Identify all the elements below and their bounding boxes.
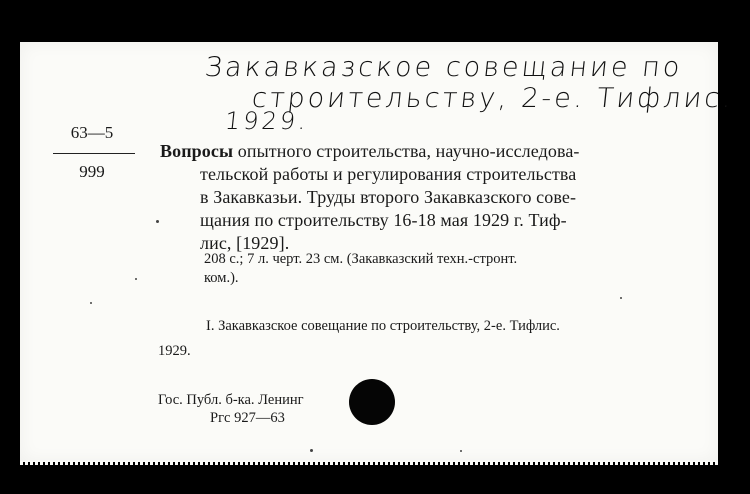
entry-line-1-rest: опытного строительства, научно-исследова- (233, 141, 580, 161)
library-name: Гос. Публ. б-ка. Ленинг (158, 392, 304, 408)
ink-stamp-blot (349, 379, 395, 425)
entry-first-line (160, 140, 580, 163)
call-number-divider (53, 153, 135, 154)
catalog-card (20, 42, 736, 462)
tracing-line-1: I. Закавказское совещание по строительству, 2-е. Тифлис. (206, 318, 560, 334)
entry-line-4: щания по строительству 16-18 мая 1929 г. Тиф- (200, 210, 567, 230)
tracing-line-2: 1929. (158, 343, 191, 359)
physical-description-line-1: 208 с.; 7 л. черт. 23 см. (Закавказский техн.-стронт. (204, 251, 518, 267)
speck (156, 220, 159, 223)
entry-line-2: тельской работы и регулирования строительства (200, 164, 577, 184)
entry-title-word: Вопросы (160, 141, 234, 161)
entry-line-5: лис, [1929]. (200, 233, 290, 253)
handwritten-heading-line-2: строительству, 2-е. Тифлис. (250, 83, 736, 114)
library-code: Ргс 927—63 (210, 410, 285, 426)
speck (310, 449, 313, 452)
speck (460, 450, 462, 452)
entry-line-3: в Закавказьи. Труды второго Закавказского сове- (200, 187, 577, 207)
call-number-top: 63—5 (70, 123, 114, 142)
speck (620, 297, 622, 299)
physical-description-line-2: ком.). (204, 270, 239, 286)
speck (90, 302, 92, 304)
speck (135, 278, 137, 280)
handwritten-heading-line-1: Закавказское совещание по (203, 52, 684, 83)
handwritten-heading-line-3: 1929. (223, 107, 311, 135)
call-number-bottom: 999 (79, 162, 105, 181)
